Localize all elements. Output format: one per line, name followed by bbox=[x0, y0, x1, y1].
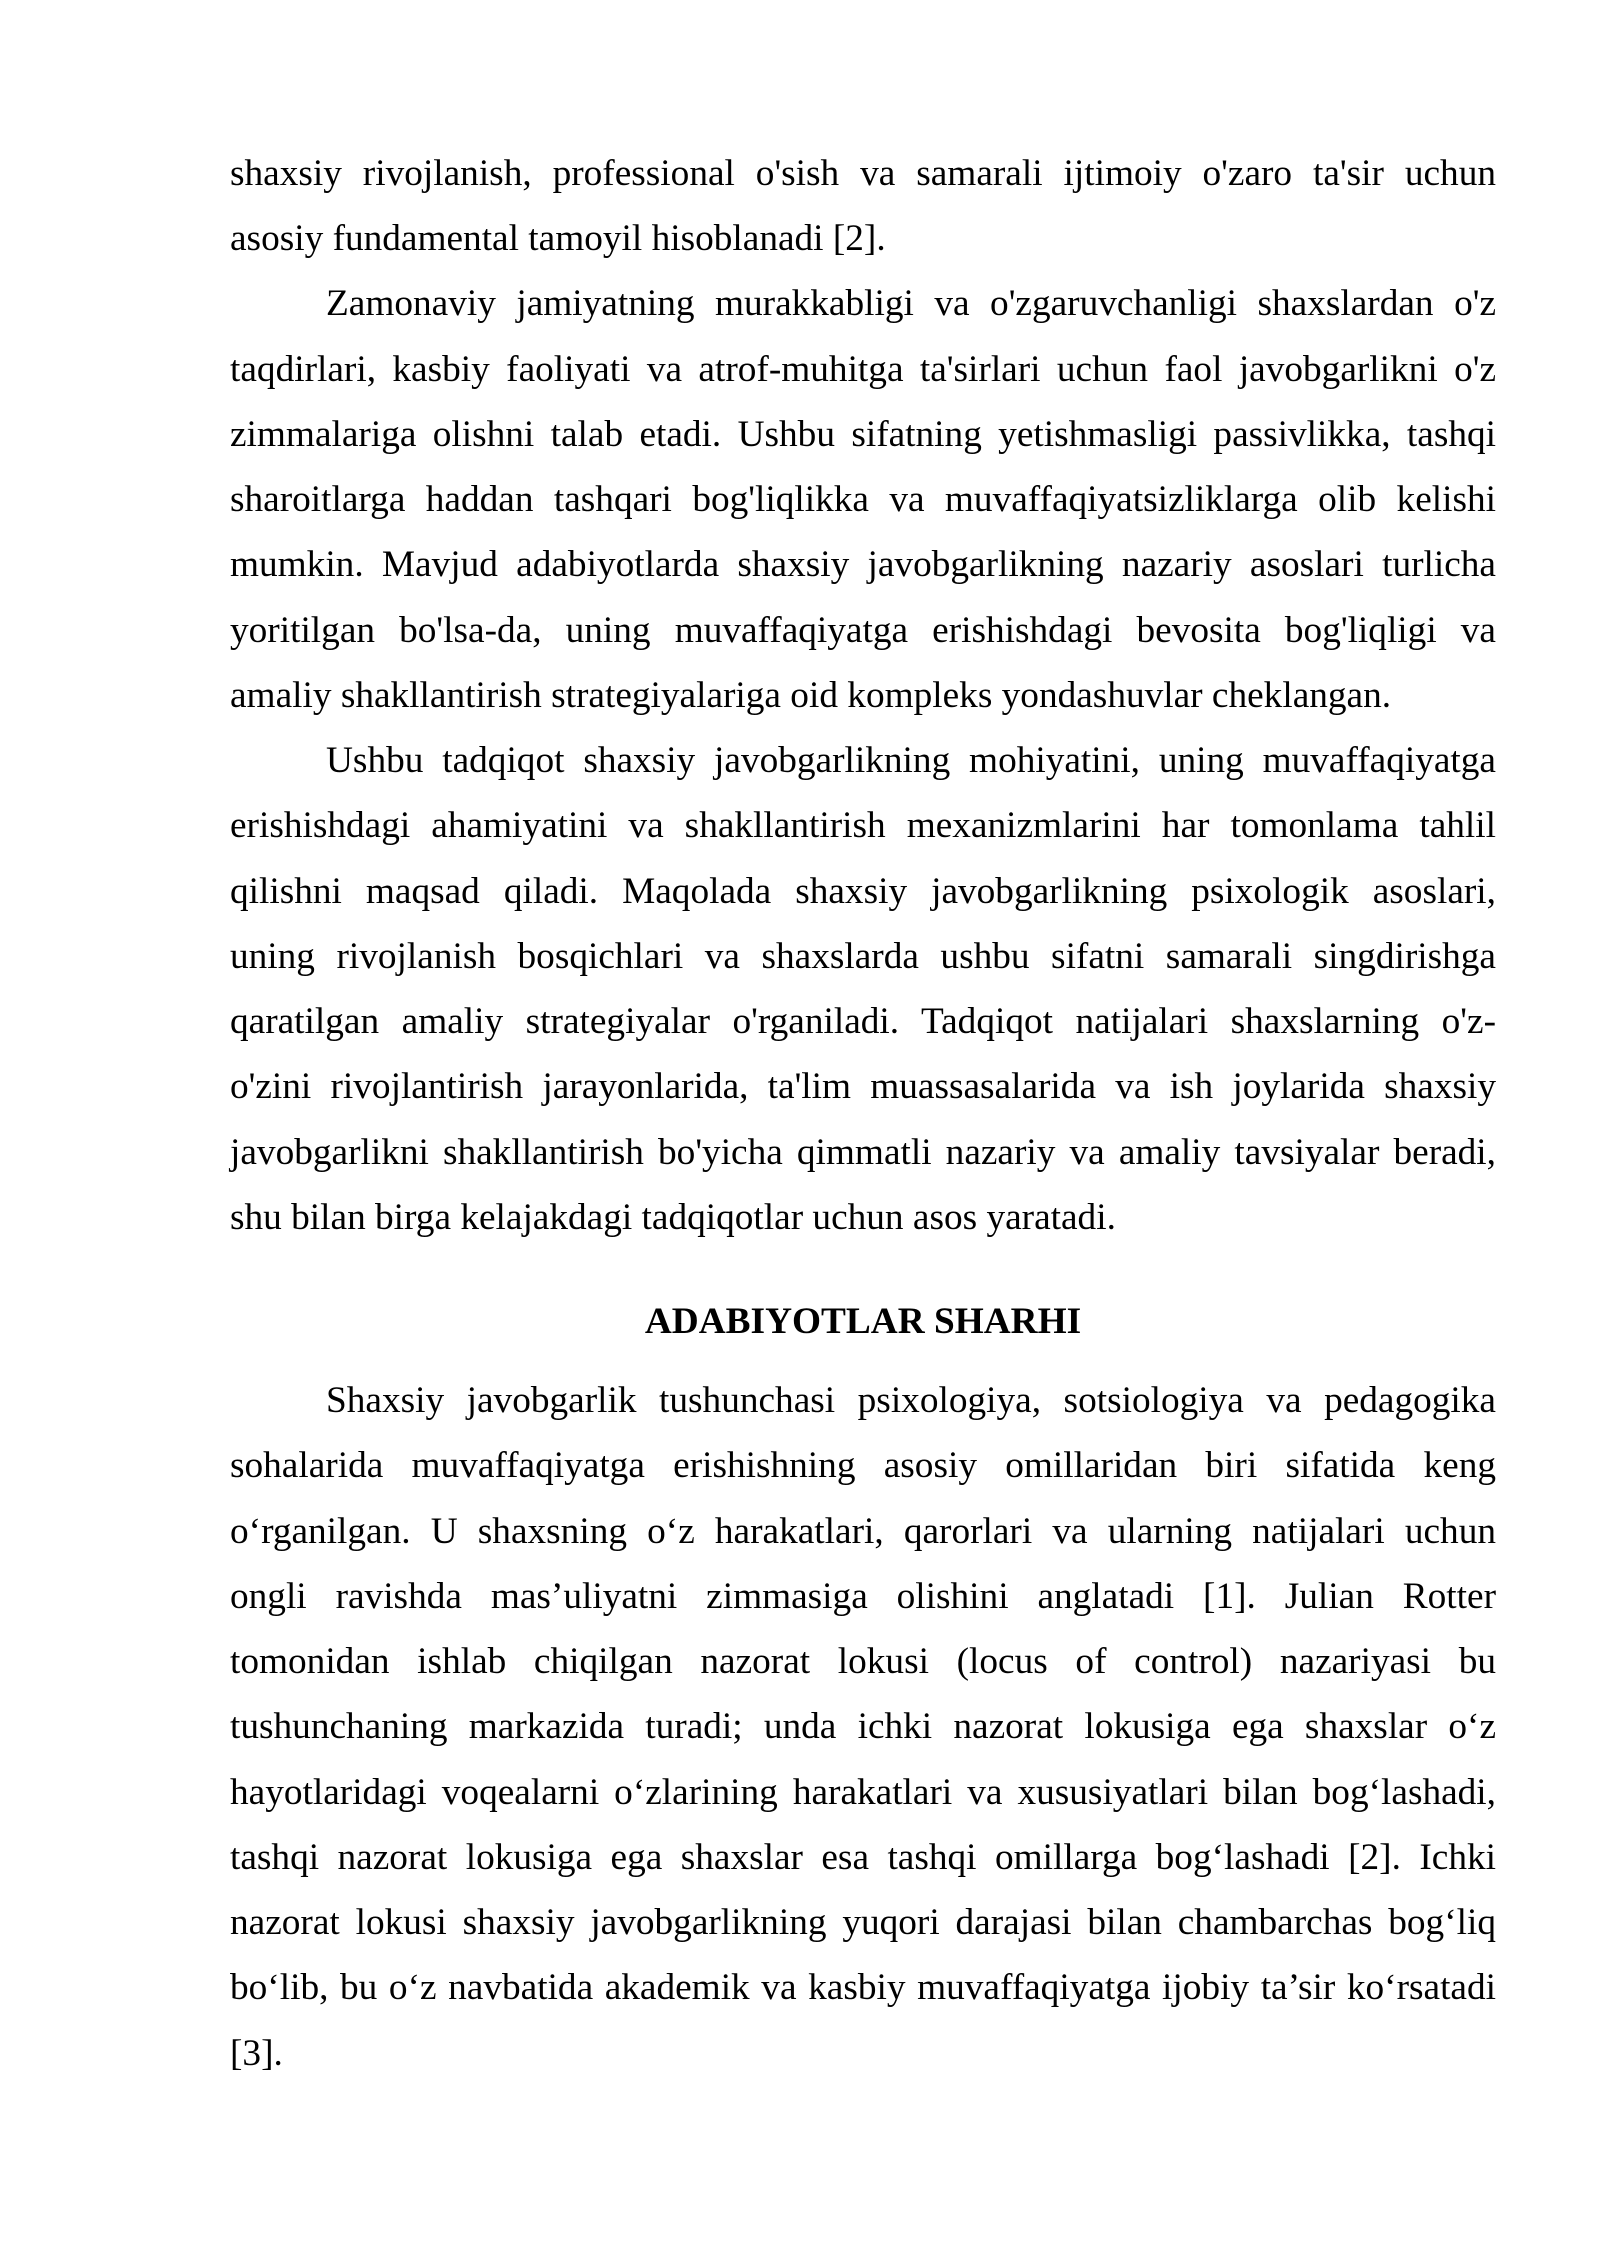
text-line: Zamonaviy jamiyatning murakkabligi va o'zgaruvchanligi shaxslardan o'z bbox=[326, 283, 1496, 325]
text-line: qaratilgan amaliy strategiyalar o'rganiladi. Tadqiqot natijalari shaxslarning o'z- bbox=[230, 1001, 1496, 1043]
text-line: asosiy fundamental tamoyil hisoblanadi [2]. bbox=[230, 218, 886, 260]
section-heading: ADABIYOTLAR SHARHI bbox=[644, 1300, 1082, 1342]
text-line: tomonidan ishlab chiqilgan nazorat lokusi (locus of control) nazariyasi bu bbox=[230, 1641, 1496, 1683]
page-content bbox=[230, 141, 1496, 2086]
text-line: bo‘lib, bu o‘z navbatida akademik va kasbiy muvaffaqiyatga ijobiy ta’sir ko‘rsatadi bbox=[230, 1967, 1496, 2009]
text-line: uning rivojlanish bosqichlari va shaxslarda ushbu sifatni samarali singdirishga bbox=[230, 935, 1496, 977]
text-line: tashqi nazorat lokusiga ega shaxslar esa tashqi omillarga bog‘lashadi [2]. Ichki bbox=[230, 1836, 1496, 1878]
text-line: sohalarida muvaffaqiyatga erishishning asosiy omillaridan biri sifatida keng bbox=[230, 1445, 1496, 1487]
text-line: amaliy shakllantirish strategiyalariga oid kompleks yondashuvlar cheklangan. bbox=[230, 674, 1392, 716]
text-line: shu bilan birga kelajakdagi tadqiqotlar uchun asos yaratadi. bbox=[230, 1196, 1116, 1238]
paragraph bbox=[230, 271, 1496, 728]
text-line: Ushbu tadqiqot shaxsiy javobgarlikning mohiyatini, uning muvaffaqiyatga bbox=[326, 740, 1496, 782]
text-line: tushunchaning markazida turadi; unda ichki nazorat lokusiga ega shaxslar o‘z bbox=[230, 1706, 1496, 1748]
text-line: ongli ravishda mas’uliyatni zimmasiga olishini anglatadi [1]. Julian Rotter bbox=[230, 1575, 1496, 1617]
paragraph bbox=[230, 141, 1496, 271]
paragraph bbox=[230, 728, 1496, 1250]
text-line: yoritilgan bo'lsa-da, uning muvaffaqiyatga erishishdagi bevosita bog'liqligi va bbox=[230, 609, 1496, 651]
text-line: mumkin. Mavjud adabiyotlarda shaxsiy javobgarlikning nazariy asoslari turlicha bbox=[230, 544, 1496, 586]
text-line: qilishni maqsad qiladi. Maqolada shaxsiy javobgarlikning psixologik asoslari, bbox=[230, 870, 1496, 912]
text-line: o‘rganilgan. U shaxsning o‘z harakatlari, qarorlari va ularning natijalari uchun bbox=[230, 1510, 1496, 1552]
text-line: hayotlaridagi voqealarni o‘zlarining harakatlari va xususiyatlari bilan bog‘lashadi, bbox=[230, 1771, 1496, 1813]
text-line: erishishdagi ahamiyatini va shakllantirish mexanizmlarini har tomonlama tahlil bbox=[230, 805, 1496, 847]
text-line: Shaxsiy javobgarlik tushunchasi psixologiya, sotsiologiya va pedagogika bbox=[326, 1380, 1496, 1422]
paragraph bbox=[230, 1368, 1496, 2086]
text-line: sharoitlarga haddan tashqari bog'liqlikka va muvaffaqiyatsizliklarga olib kelishi bbox=[230, 479, 1496, 521]
text-line: o'zini rivojlantirish jarayonlarida, ta'lim muassasalarida va ish joylarida shaxsiy bbox=[230, 1066, 1496, 1108]
text-line: shaxsiy rivojlanish, professional o'sish va samarali ijtimoiy o'zaro ta'sir uchun bbox=[230, 153, 1496, 194]
text-line: nazorat lokusi shaxsiy javobgarlikning yuqori darajasi bilan chambarchas bog‘liq bbox=[230, 1902, 1496, 1944]
text-line: taqdirlari, kasbiy faoliyati va atrof-muhitga ta'sirlari uchun faol javobgarlikni o'z bbox=[230, 348, 1496, 390]
text-line: javobgarlikni shakllantirish bo'yicha qimmatli nazariy va amaliy tavsiyalar beradi, bbox=[230, 1131, 1496, 1173]
text-line: [3]. bbox=[230, 2032, 283, 2074]
text-line: zimmalariga olishni talab etadi. Ushbu sifatning yetishmasligi passivlikka, tashqi bbox=[230, 413, 1496, 455]
